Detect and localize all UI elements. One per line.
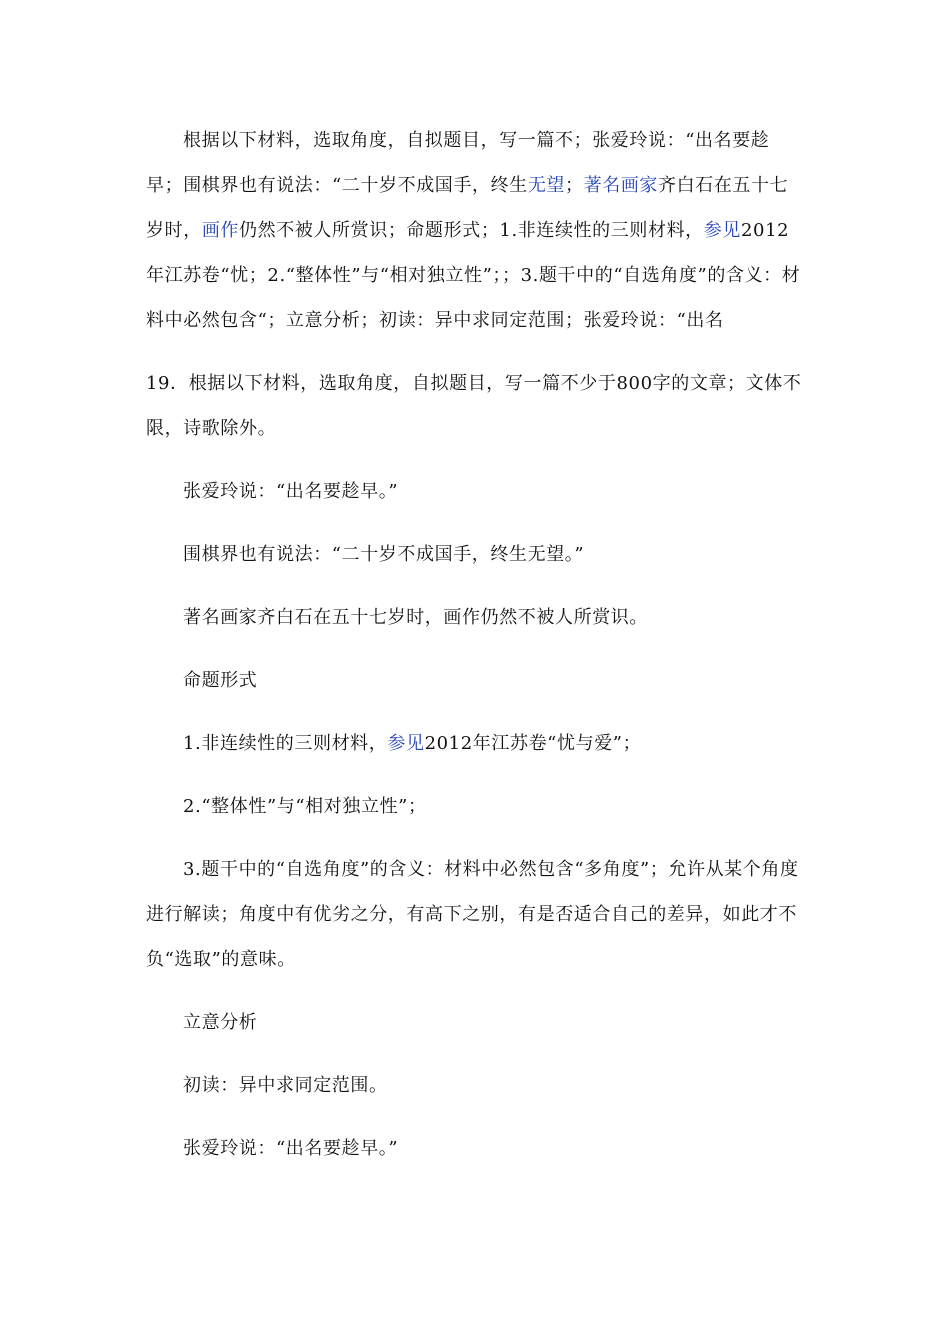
summary-text-3: 齐白石在五十七岁时， [146,175,789,241]
first-reading: 初读：异中求同定范围。 [183,1075,388,1096]
summary-text-4: 仍然不被人所赏识；命题形式；1.非连续性的三则材料， [239,220,704,241]
point-1-text-a: 1.非连续性的三则材料， [183,733,388,754]
link-huazuo[interactable]: 画作 [201,220,240,241]
link-zhuming-huajia[interactable]: 著名画家 [583,175,659,196]
point-1-text-b: 2012年江苏卷“忧与爱”； [424,733,642,754]
point-1 [146,721,806,766]
summary-paragraph [146,118,806,343]
section-heading-liyi: 立意分析 [183,1012,258,1033]
summary-text-2: ； [565,175,584,196]
material-2: 围棋界也有说法：“二十岁不成国手，终生无望。” [183,544,585,565]
material-1: 张爱玲说：“出名要趁早。” [183,481,399,502]
link-canjian-2[interactable]: 参见 [387,733,425,754]
material-3: 著名画家齐白石在五十七岁时，画作仍然不被人所赏识。 [183,607,648,628]
summary-text-1: 根据以下材料，选取角度，自拟题目，写一篇不；张爱玲说：“出名要趁早；围棋界也有说法：“二十岁不成国手，终生 [146,130,770,196]
quote-zhang-ailing: 张爱玲说：“出名要趁早。” [183,1138,399,1159]
point-3: 3.题干中的“自选角度”的含义：材料中必然包含“多角度”；允许从某个角度进行解读；角度中有优劣之分，有高下之别，有是否适合自己的差异，如此才不负“选取”的意味。 [146,859,799,970]
question-paragraph: 19．根据以下材料，选取角度，自拟题目，写一篇不少于800字的文章；文体不限，诗歌除外。 [146,373,802,439]
link-canjian[interactable]: 参见 [703,220,741,241]
summary-text-5: 2012年江苏卷“忧；2.“整体性”与“相对独立性”；；3.题干中的“自选角度”的含义：材料中必然包含“；立意分析；初读：异中求同定范围；张爱玲说：“出名 [146,220,801,331]
document-page [146,118,806,1171]
section-heading-mingti: 命题形式 [183,670,258,691]
link-wuwang[interactable]: 无望 [527,175,566,196]
point-2: 2.“整体性”与“相对独立性”； [183,796,427,817]
